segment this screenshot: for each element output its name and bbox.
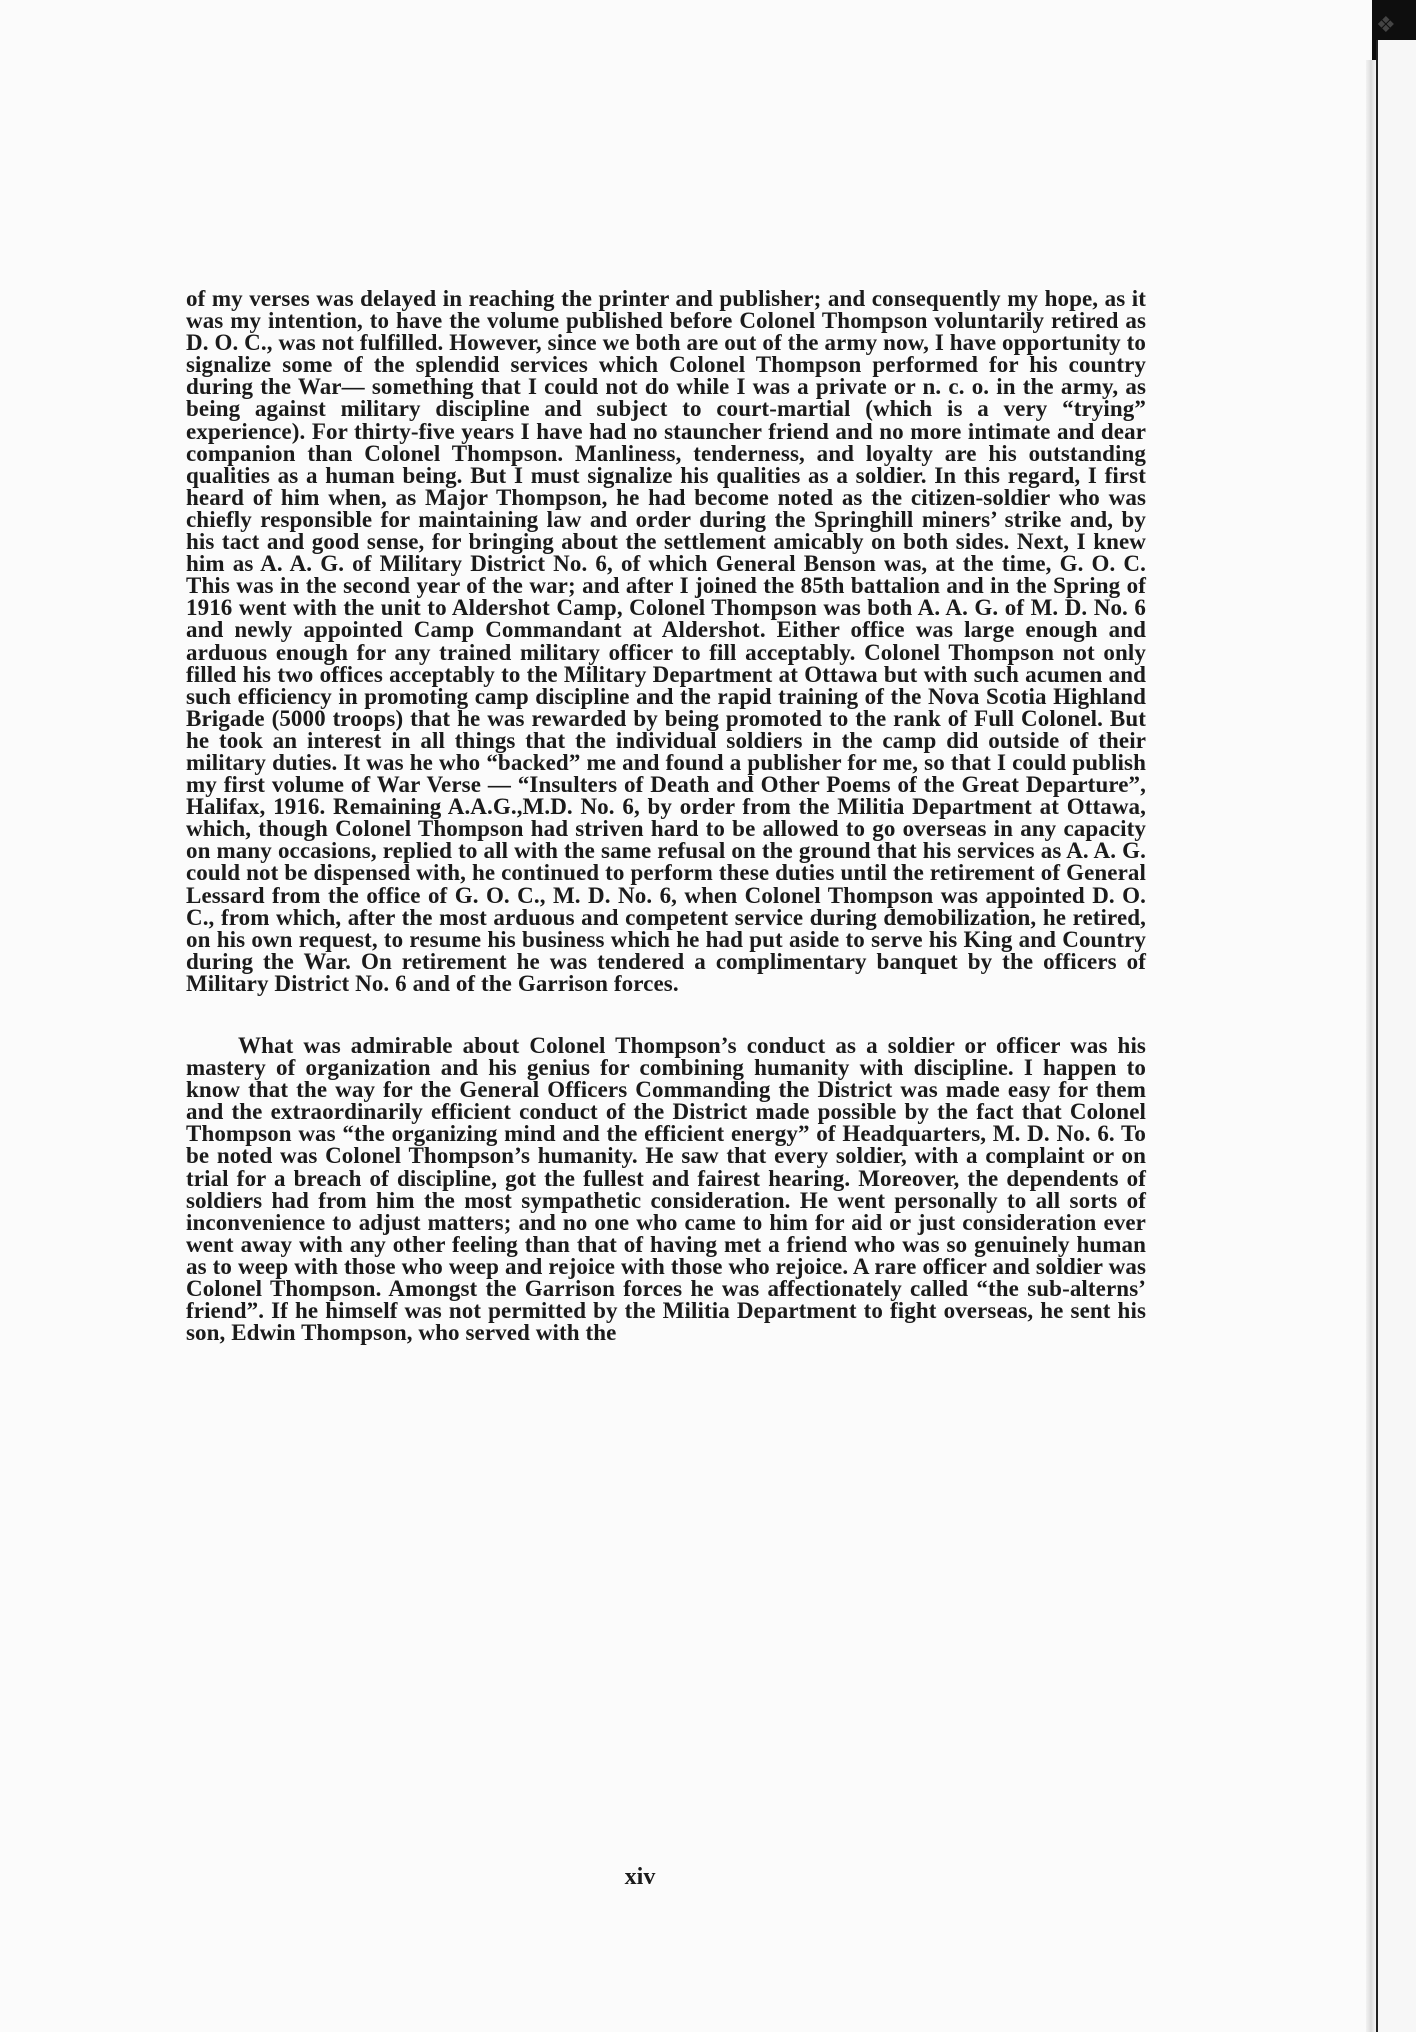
- body-text: [186, 288, 1146, 1344]
- adjacent-page-edge: [1376, 40, 1416, 2032]
- scan-artifact-icon: ❖: [1376, 13, 1396, 38]
- page-number: xiv: [624, 1864, 656, 1890]
- page-edge-shadow: [1366, 60, 1376, 2032]
- paragraph-continued: of my verses was delayed in reaching the printer and publisher; and consequently my hope, as it was my intention, to have the volume published before Colonel Thompson voluntarily retired as D. O. C., was not fulfilled. However, since we both are out of the army now, I have opportunity to signalize some of the splendid services which Colonel Thompson performed for his country during the War— something that I could not do while I was a private or n. c. o. in the army, as being against military discipline and subject to court-martial (which is a very “trying” experience). For thirty-five years I have had no stauncher friend and no more intimate and dear companion than Colonel Thompson. Manliness, tenderness, and loyalty are his outstanding qualities as a human being. But I must signalize his qualities as a soldier. In this regard, I first heard of him when, as Major Thompson, he had become noted as the citizen-soldier who was chiefly responsible for maintaining law and order during the Springhill miners’ strike and, by his tact and good sense, for bringing about the settlement amicably on both sides. Next, I knew him as A. A. G. of Military District No. 6, of which General Benson was, at the time, G. O. C. This was in the second year of the war; and after I joined the 85th battalion and in the Spring of 1916 went with the unit to Aldershot Camp, Colonel Thompson was both A. A. G. of M. D. No. 6 and newly appointed Camp Commandant at Aldershot. Either office was large enough and arduous enough for any trained military officer to fill acceptably. Colonel Thompson not only filled his two offices acceptably to the Military Department at Ottawa but with such acumen and such efficiency in promoting camp discipline and the rapid training of the Nova Scotia Highland Brigade (5000 troops) that he was rewarded by being promoted to the rank of Full Colonel. But he took an interest in all things that the individual soldiers in the camp did outside of their military duties. It was he who “backed” me and found a publisher for me, so that I could publish my first volume of War Verse — “Insulters of Death and Other Poems of the Great Departure”, Halifax, 1916. Remaining A.A.G.,M.D. No. 6, by order from the Militia Department at Ottawa, which, though Colonel Thompson had striven hard to be allowed to go overseas in any capacity on many occasions, replied to all with the same refusal on the ground that his services as A. A. G. could not be dispensed with, he continued to perform these duties until the retirement of General Lessard from the office of G. O. C., M. D. No. 6, when Colonel Thompson was appointed D. O. C., from which, after the most arduous and competent service during demobilization, he retired, on his own request, to resume his business which he had put aside to serve his King and Country during the War. On retirement he was tendered a complimentary banquet by the officers of Military District No. 6 and of the Garrison forces.: [186, 286, 1146, 996]
- paragraph-conduct: What was admirable about Colonel Thompson’s conduct as a soldier or officer was his mastery of organization and his genius for combining humanity with discipline. I happen to know that the way for the General Officers Commanding the District was made easy for them and the extraordinarily efficient conduct of the District made possible by the fact that Colonel Thompson was “the organizing mind and the efficient energy” of Headquarters, M. D. No. 6. To be noted was Colonel Thompson’s humanity. He saw that every soldier, with a complaint or on trial for a breach of discipline, got the fullest and fairest hearing. Moreover, the dependents of soldiers had from him the most sympathetic consideration. He went personally to all sorts of inconvenience to adjust matters; and no one who came to him for aid or just consideration ever went away with any other feeling than that of having met a friend who was so genuinely human as to weep with those who weep and rejoice with those who rejoice. A rare officer and soldier was Colonel Thompson. Amongst the Garrison forces he was affectionately called “the sub-alterns’ friend”. If he himself was not permitted by the Militia Department to fight overseas, he sent his son, Edwin Thompson, who served with the: [186, 1033, 1146, 1346]
